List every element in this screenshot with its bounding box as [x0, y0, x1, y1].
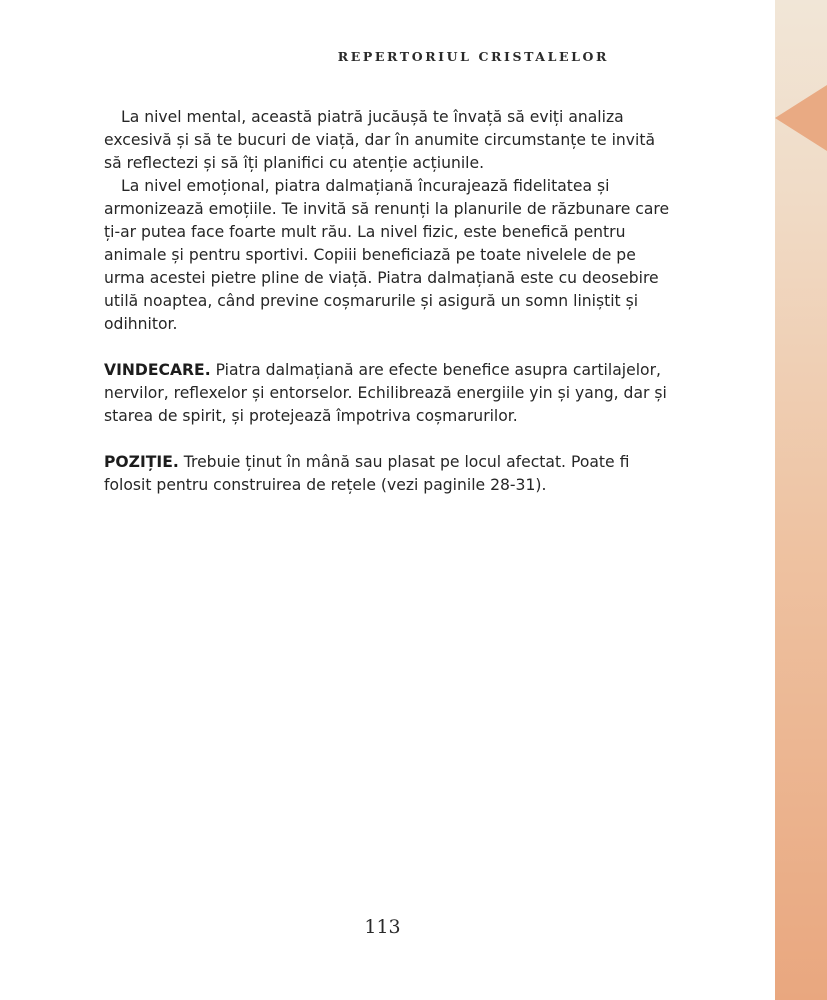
- section-healing-label: VINDECARE.: [104, 361, 211, 379]
- page-number: 113: [364, 916, 401, 938]
- section-position-label: POZIȚIE.: [104, 453, 179, 471]
- running-head: REPERTORIUL CRISTALELOR: [337, 49, 609, 64]
- section-position: [104, 451, 672, 497]
- paragraph-emotional: La nivel emoțional, piatra dalmațiană încurajează fidelitatea și armonizează emoțiile. Te invită să renunți la planurile de răzbunare care ți-ar putea face foarte mult rău. La nivel fizic, este benefică pentru animale și pentru sportivi. Copiii beneficiază pe toate nivelele de pe urma acestei pietre pline de viață. Piatra dalmațiană este cu deosebire utilă noaptea, când previne coșmarurile și asigură un somn liniștit și odihnitor.: [104, 177, 670, 333]
- chapter-tab-marker-icon: [775, 85, 827, 151]
- section-healing: [104, 359, 672, 428]
- paragraph-mental: La nivel mental, această piatră jucăușă te învață să eviți analiza excesivă și să te bucuri de viață, dar în anumite circumstanțe te invită să reflectezi și să îți planifici cu atenție acțiunile.: [104, 108, 656, 172]
- paragraph-spacer: [104, 428, 672, 451]
- body-text: [104, 106, 672, 497]
- paragraph-spacer: [104, 336, 672, 359]
- section-position-text: Trebuie ținut în mână sau plasat pe locul afectat. Poate fi folosit pentru construirea de rețele (vezi paginile 28-31).: [104, 453, 630, 494]
- section-healing-text: Piatra dalmațiană are efecte benefice asupra cartilajelor, nervilor, reflexelor și entorselor. Echilibrează energiile yin și yang, dar și starea de spirit, și protejează împotriva coșmarurilor.: [104, 361, 667, 425]
